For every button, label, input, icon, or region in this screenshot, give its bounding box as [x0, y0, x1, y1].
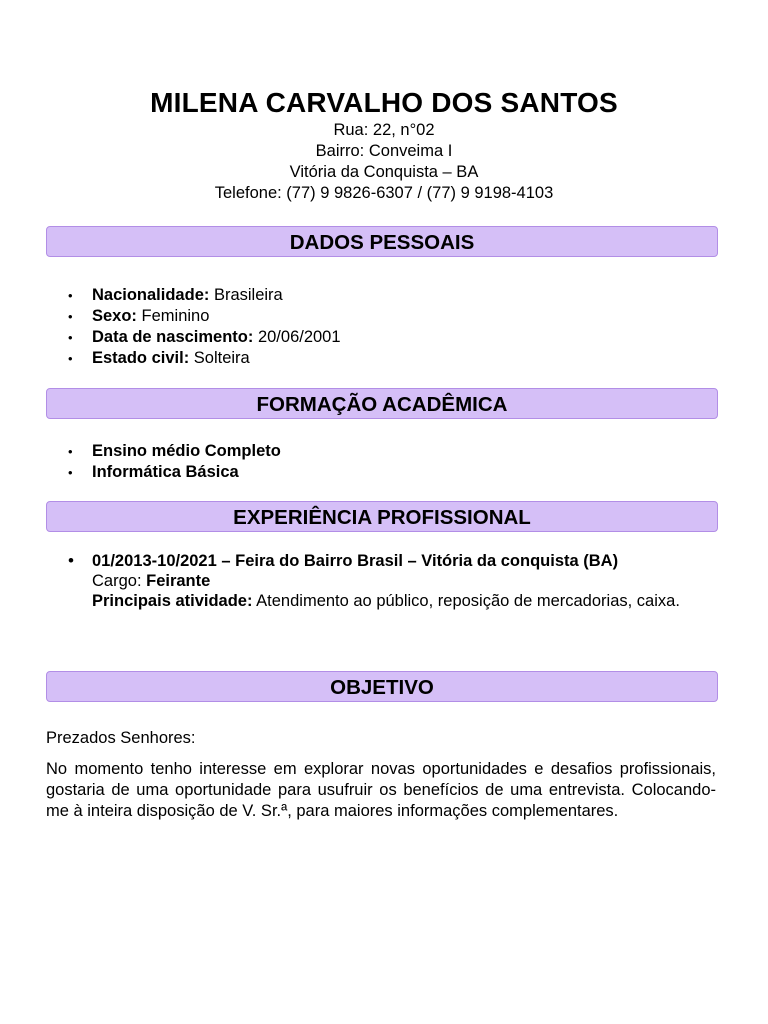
bullet-icon: • [68, 465, 73, 480]
list-item [68, 285, 341, 306]
bullet-icon: • [68, 330, 73, 345]
experience-title: 01/2013-10/2021 – Feira do Bairro Brasil – Vitória da conquista (BA) [92, 552, 619, 570]
item-text: Informática Básica [92, 463, 239, 481]
resume-header [0, 86, 768, 204]
personal-data-list [68, 285, 341, 369]
experience-entry [68, 551, 718, 611]
bullet-icon: • [68, 309, 73, 324]
item-value: Brasileira [209, 286, 283, 304]
bullet-icon: • [68, 551, 74, 570]
list-item [68, 462, 281, 483]
role-value: Feirante [146, 572, 211, 590]
address-neighborhood: Bairro: Conveima I [315, 142, 453, 160]
section-education: FORMAÇÃO ACADÊMICA [46, 388, 718, 419]
section-objective: OBJETIVO [46, 671, 718, 702]
item-label: Data de nascimento: [92, 328, 254, 346]
address-street: Rua: 22, n°02 [333, 121, 435, 139]
candidate-name: MILENA CARVALHO DOS SANTOS [150, 87, 618, 118]
activities-value: Atendimento ao público, reposição de mercadorias, caixa. [252, 592, 680, 610]
list-item [68, 348, 341, 369]
objective-greeting: Prezados Senhores: [46, 729, 196, 747]
list-item [68, 441, 281, 462]
objective-text: No momento tenho interesse em explorar novas oportunidades e desafios profissionais, gostaria de uma oportunidade para usufruir os benefícios de uma entrevista. Colocando-me à inteira disposição de V. Sr.ª, para maiores informações complementares. [46, 760, 716, 820]
list-item [68, 306, 341, 327]
experience-activities [92, 591, 718, 611]
address-city: Vitória da Conquista – BA [289, 163, 479, 181]
list-item [68, 327, 341, 348]
item-label: Estado civil: [92, 349, 190, 367]
item-label: Nacionalidade: [92, 286, 210, 304]
item-text: Ensino médio Completo [92, 442, 281, 460]
bullet-icon: • [68, 288, 73, 303]
bullet-icon: • [68, 444, 73, 459]
item-label: Sexo: [92, 307, 137, 325]
bullet-icon: • [68, 351, 73, 366]
activities-label: Principais atividade: [92, 592, 253, 610]
section-experience: EXPERIÊNCIA PROFISSIONAL [46, 501, 718, 532]
phone-numbers: Telefone: (77) 9 9826-6307 / (77) 9 9198-4103 [214, 184, 554, 202]
section-personal-data: DADOS PESSOAIS [46, 226, 718, 257]
experience-text [92, 551, 718, 611]
education-list [68, 441, 281, 483]
item-value: Feminino [136, 307, 210, 325]
role-label: Cargo: [92, 572, 147, 590]
experience-role-line [92, 571, 718, 591]
item-value: Solteira [189, 349, 250, 367]
item-value: 20/06/2001 [253, 328, 341, 346]
